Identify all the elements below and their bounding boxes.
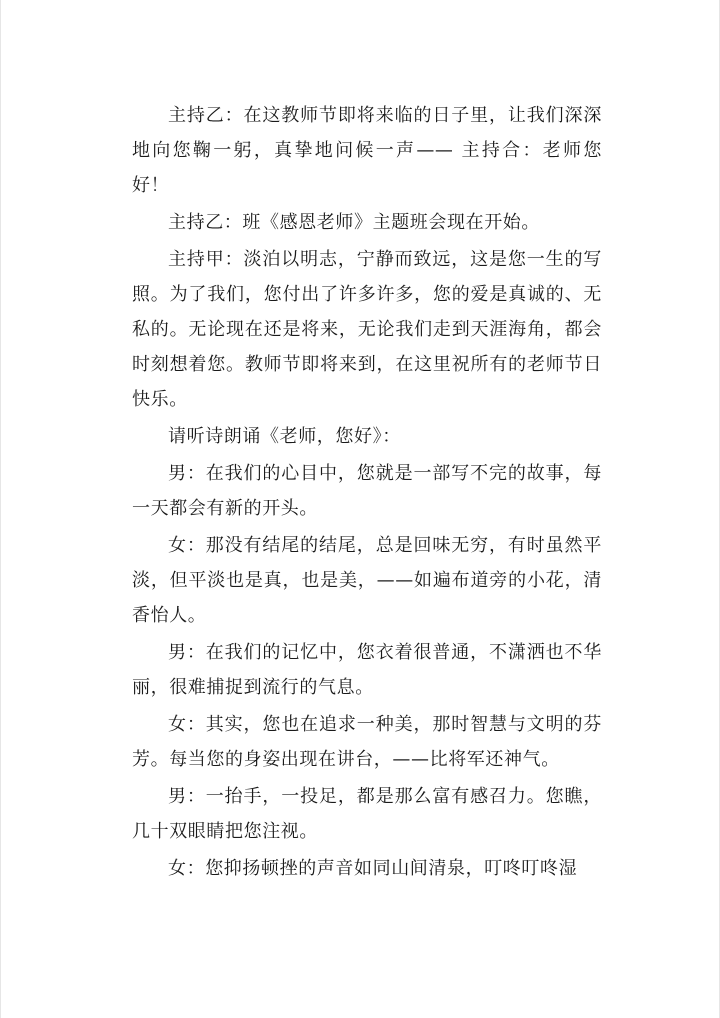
paragraph-female-3: 女：您抑扬顿挫的声音如同山间清泉，叮咚叮咚湿 (168, 858, 578, 879)
paragraph-male-2: 男：在我们的记忆中，您衣着很普通，不潇洒也不华丽，很难捕捉到流行的气息。 (132, 642, 602, 698)
paragraph-female-1: 女：那没有结尾的结尾，总是回味无穷，有时虽然平淡，但平淡也是真，也是美，——如遍布道旁的小花，清香怡人。 (132, 535, 602, 626)
paragraph-male-1: 男：在我们的心目中，您就是一部写不完的故事，每一天都会有新的开头。 (132, 463, 602, 519)
paragraph-male-3: 男：一抬手，一投足，都是那么富有感召力。您瞧，几十双眼睛把您注视。 (132, 786, 602, 842)
paragraph-host-a-tribute: 主持甲：淡泊以明志，宁静而致远，这是您一生的写照。为了我们，您付出了许多许多，您的爱是真诚的、无私的。无论现在还是将来，无论我们走到天涯海角，都会时刻想着您。教师节即将来到，在这里祝所有的老师节日快乐。 (132, 249, 602, 410)
paragraph-host-b-opening: 主持乙：班《感恩老师》主题班会现在开始。 (168, 212, 540, 233)
paragraph-poem-intro: 请听诗朗诵《老师，您好》： (168, 426, 401, 447)
paragraph-female-2: 女：其实，您也在追求一种美，那时智慧与文明的芬芳。每当您的身姿出现在讲台，——比将军还神气。 (132, 714, 602, 770)
document-body (132, 98, 602, 888)
paragraph-host-b-greeting: 主持乙：在这教师节即将来临的日子里，让我们深深地向您鞠一躬，真挚地问候一声—— 主持合：老师您好！ (132, 105, 602, 196)
